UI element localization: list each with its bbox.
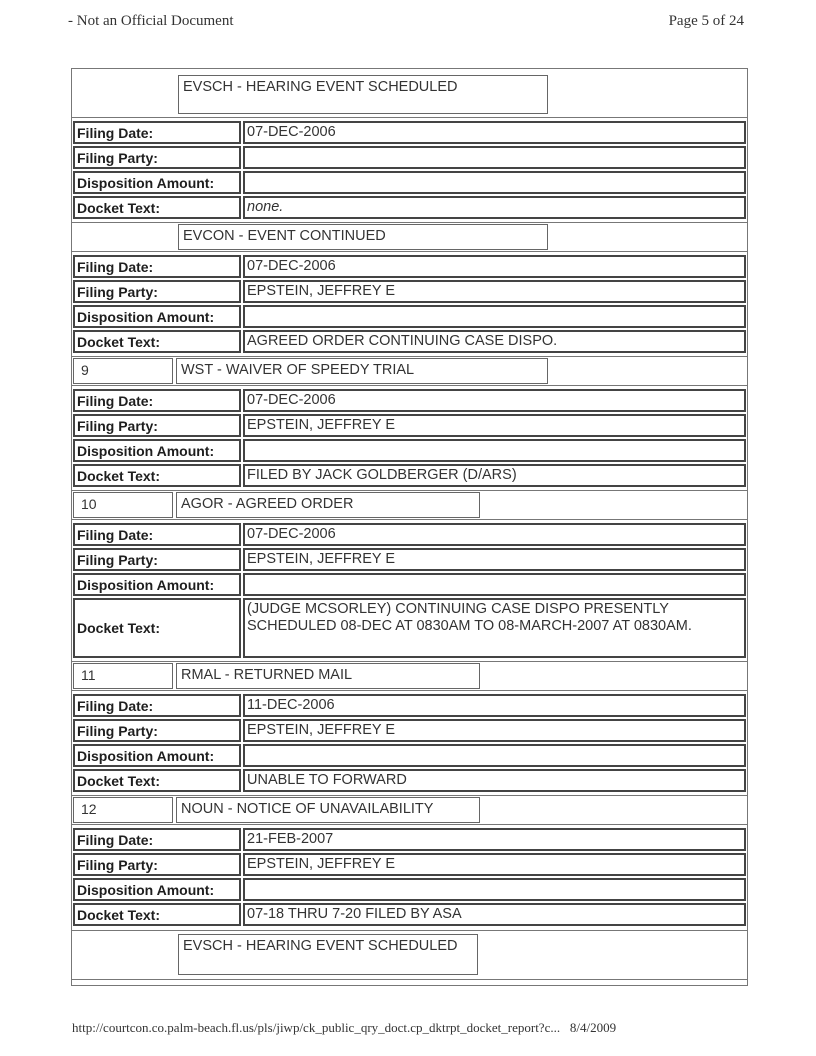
docket-text-value: 07-18 THRU 7-20 FILED BY ASA bbox=[243, 903, 746, 926]
disposition-amount-label: Disposition Amount: bbox=[73, 744, 241, 767]
event-code: EVSCH - HEARING EVENT SCHEDULED bbox=[178, 934, 478, 975]
docket-text-value: UNABLE TO FORWARD bbox=[243, 769, 746, 792]
event-header bbox=[71, 930, 748, 980]
filing-date-label: Filing Date: bbox=[73, 389, 241, 412]
docket-text-label: Docket Text: bbox=[73, 769, 241, 792]
filing-date-value: 21-FEB-2007 bbox=[243, 828, 746, 851]
disposition-amount-label: Disposition Amount: bbox=[73, 171, 241, 194]
filing-party-label: Filing Party: bbox=[73, 414, 241, 437]
filing-party-value: EPSTEIN, JEFFREY E bbox=[243, 548, 746, 571]
event-number bbox=[73, 224, 173, 250]
docket-text-label: Docket Text: bbox=[73, 464, 241, 487]
disposition-amount-value bbox=[243, 305, 746, 328]
filing-party-value bbox=[243, 146, 746, 169]
docket-text-value: AGREED ORDER CONTINUING CASE DISPO. bbox=[243, 330, 746, 353]
disposition-amount-value bbox=[243, 573, 746, 596]
disposition-amount-value bbox=[243, 439, 746, 462]
disposition-amount-value bbox=[243, 171, 746, 194]
filing-date-value: 07-DEC-2006 bbox=[243, 523, 746, 546]
event-number bbox=[73, 932, 173, 978]
disposition-amount-label: Disposition Amount: bbox=[73, 878, 241, 901]
docket-text-label: Docket Text: bbox=[73, 196, 241, 219]
filing-date-label: Filing Date: bbox=[73, 523, 241, 546]
filing-date-value: 07-DEC-2006 bbox=[243, 389, 746, 412]
event-header bbox=[71, 68, 748, 118]
event-code: AGOR - AGREED ORDER bbox=[176, 492, 480, 518]
filing-date-value: 11-DEC-2006 bbox=[243, 694, 746, 717]
filing-party-value: EPSTEIN, JEFFREY E bbox=[243, 853, 746, 876]
event-code: RMAL - RETURNED MAIL bbox=[176, 663, 480, 689]
filing-party-value: EPSTEIN, JEFFREY E bbox=[243, 280, 746, 303]
filing-party-label: Filing Party: bbox=[73, 719, 241, 742]
disposition-amount-label: Disposition Amount: bbox=[73, 573, 241, 596]
disposition-amount-value bbox=[243, 744, 746, 767]
filing-party-label: Filing Party: bbox=[73, 548, 241, 571]
disposition-amount-value bbox=[243, 878, 746, 901]
docket-text-label: Docket Text: bbox=[73, 330, 241, 353]
event-code: WST - WAIVER OF SPEEDY TRIAL bbox=[176, 358, 548, 384]
event-number: 9 bbox=[73, 358, 173, 384]
event-header bbox=[71, 490, 748, 520]
event-number: 12 bbox=[73, 797, 173, 823]
filing-party-label: Filing Party: bbox=[73, 280, 241, 303]
event-header bbox=[71, 356, 748, 386]
filing-party-value: EPSTEIN, JEFFREY E bbox=[243, 719, 746, 742]
docket-text-label: Docket Text: bbox=[73, 903, 241, 926]
filing-date-label: Filing Date: bbox=[73, 121, 241, 144]
disposition-amount-label: Disposition Amount: bbox=[73, 305, 241, 328]
docket-text-value: none. bbox=[243, 196, 746, 219]
docket-text-label: Docket Text: bbox=[73, 598, 241, 658]
filing-date-label: Filing Date: bbox=[73, 255, 241, 278]
filing-party-value: EPSTEIN, JEFFREY E bbox=[243, 414, 746, 437]
event-header bbox=[71, 661, 748, 691]
page-footer bbox=[72, 1020, 616, 1036]
page-number: Page 5 of 24 bbox=[668, 13, 744, 29]
filing-date-label: Filing Date: bbox=[73, 694, 241, 717]
disposition-amount-label: Disposition Amount: bbox=[73, 439, 241, 462]
filing-party-label: Filing Party: bbox=[73, 146, 241, 169]
event-code: EVSCH - HEARING EVENT SCHEDULED bbox=[178, 75, 548, 114]
print-date: 8/4/2009 bbox=[569, 1020, 617, 1035]
docket-text-value: FILED BY JACK GOLDBERGER (D/ARS) bbox=[243, 464, 746, 487]
event-header bbox=[71, 795, 748, 825]
source-url: http://courtcon.co.palm-beach.fl.us/pls/jiwp/ck_public_qry_doct.cp_dktrpt_docket_report?c... bbox=[72, 1020, 561, 1035]
event-number bbox=[73, 70, 173, 116]
filing-date-label: Filing Date: bbox=[73, 828, 241, 851]
docket-text-value: (JUDGE MCSORLEY) CONTINUING CASE DISPO PRESENTLY SCHEDULED 08-DEC AT 0830AM TO 08-MARCH-2007 AT 0830AM. bbox=[243, 598, 746, 658]
event-code: EVCON - EVENT CONTINUED bbox=[178, 224, 548, 250]
event-number: 11 bbox=[73, 663, 173, 689]
event-code: NOUN - NOTICE OF UNAVAILABILITY bbox=[176, 797, 480, 823]
filing-date-value: 07-DEC-2006 bbox=[243, 121, 746, 144]
event-header bbox=[71, 222, 748, 252]
filing-party-label: Filing Party: bbox=[73, 853, 241, 876]
page-header-note: - Not an Official Document bbox=[68, 13, 234, 29]
filing-date-value: 07-DEC-2006 bbox=[243, 255, 746, 278]
event-number: 10 bbox=[73, 492, 173, 518]
